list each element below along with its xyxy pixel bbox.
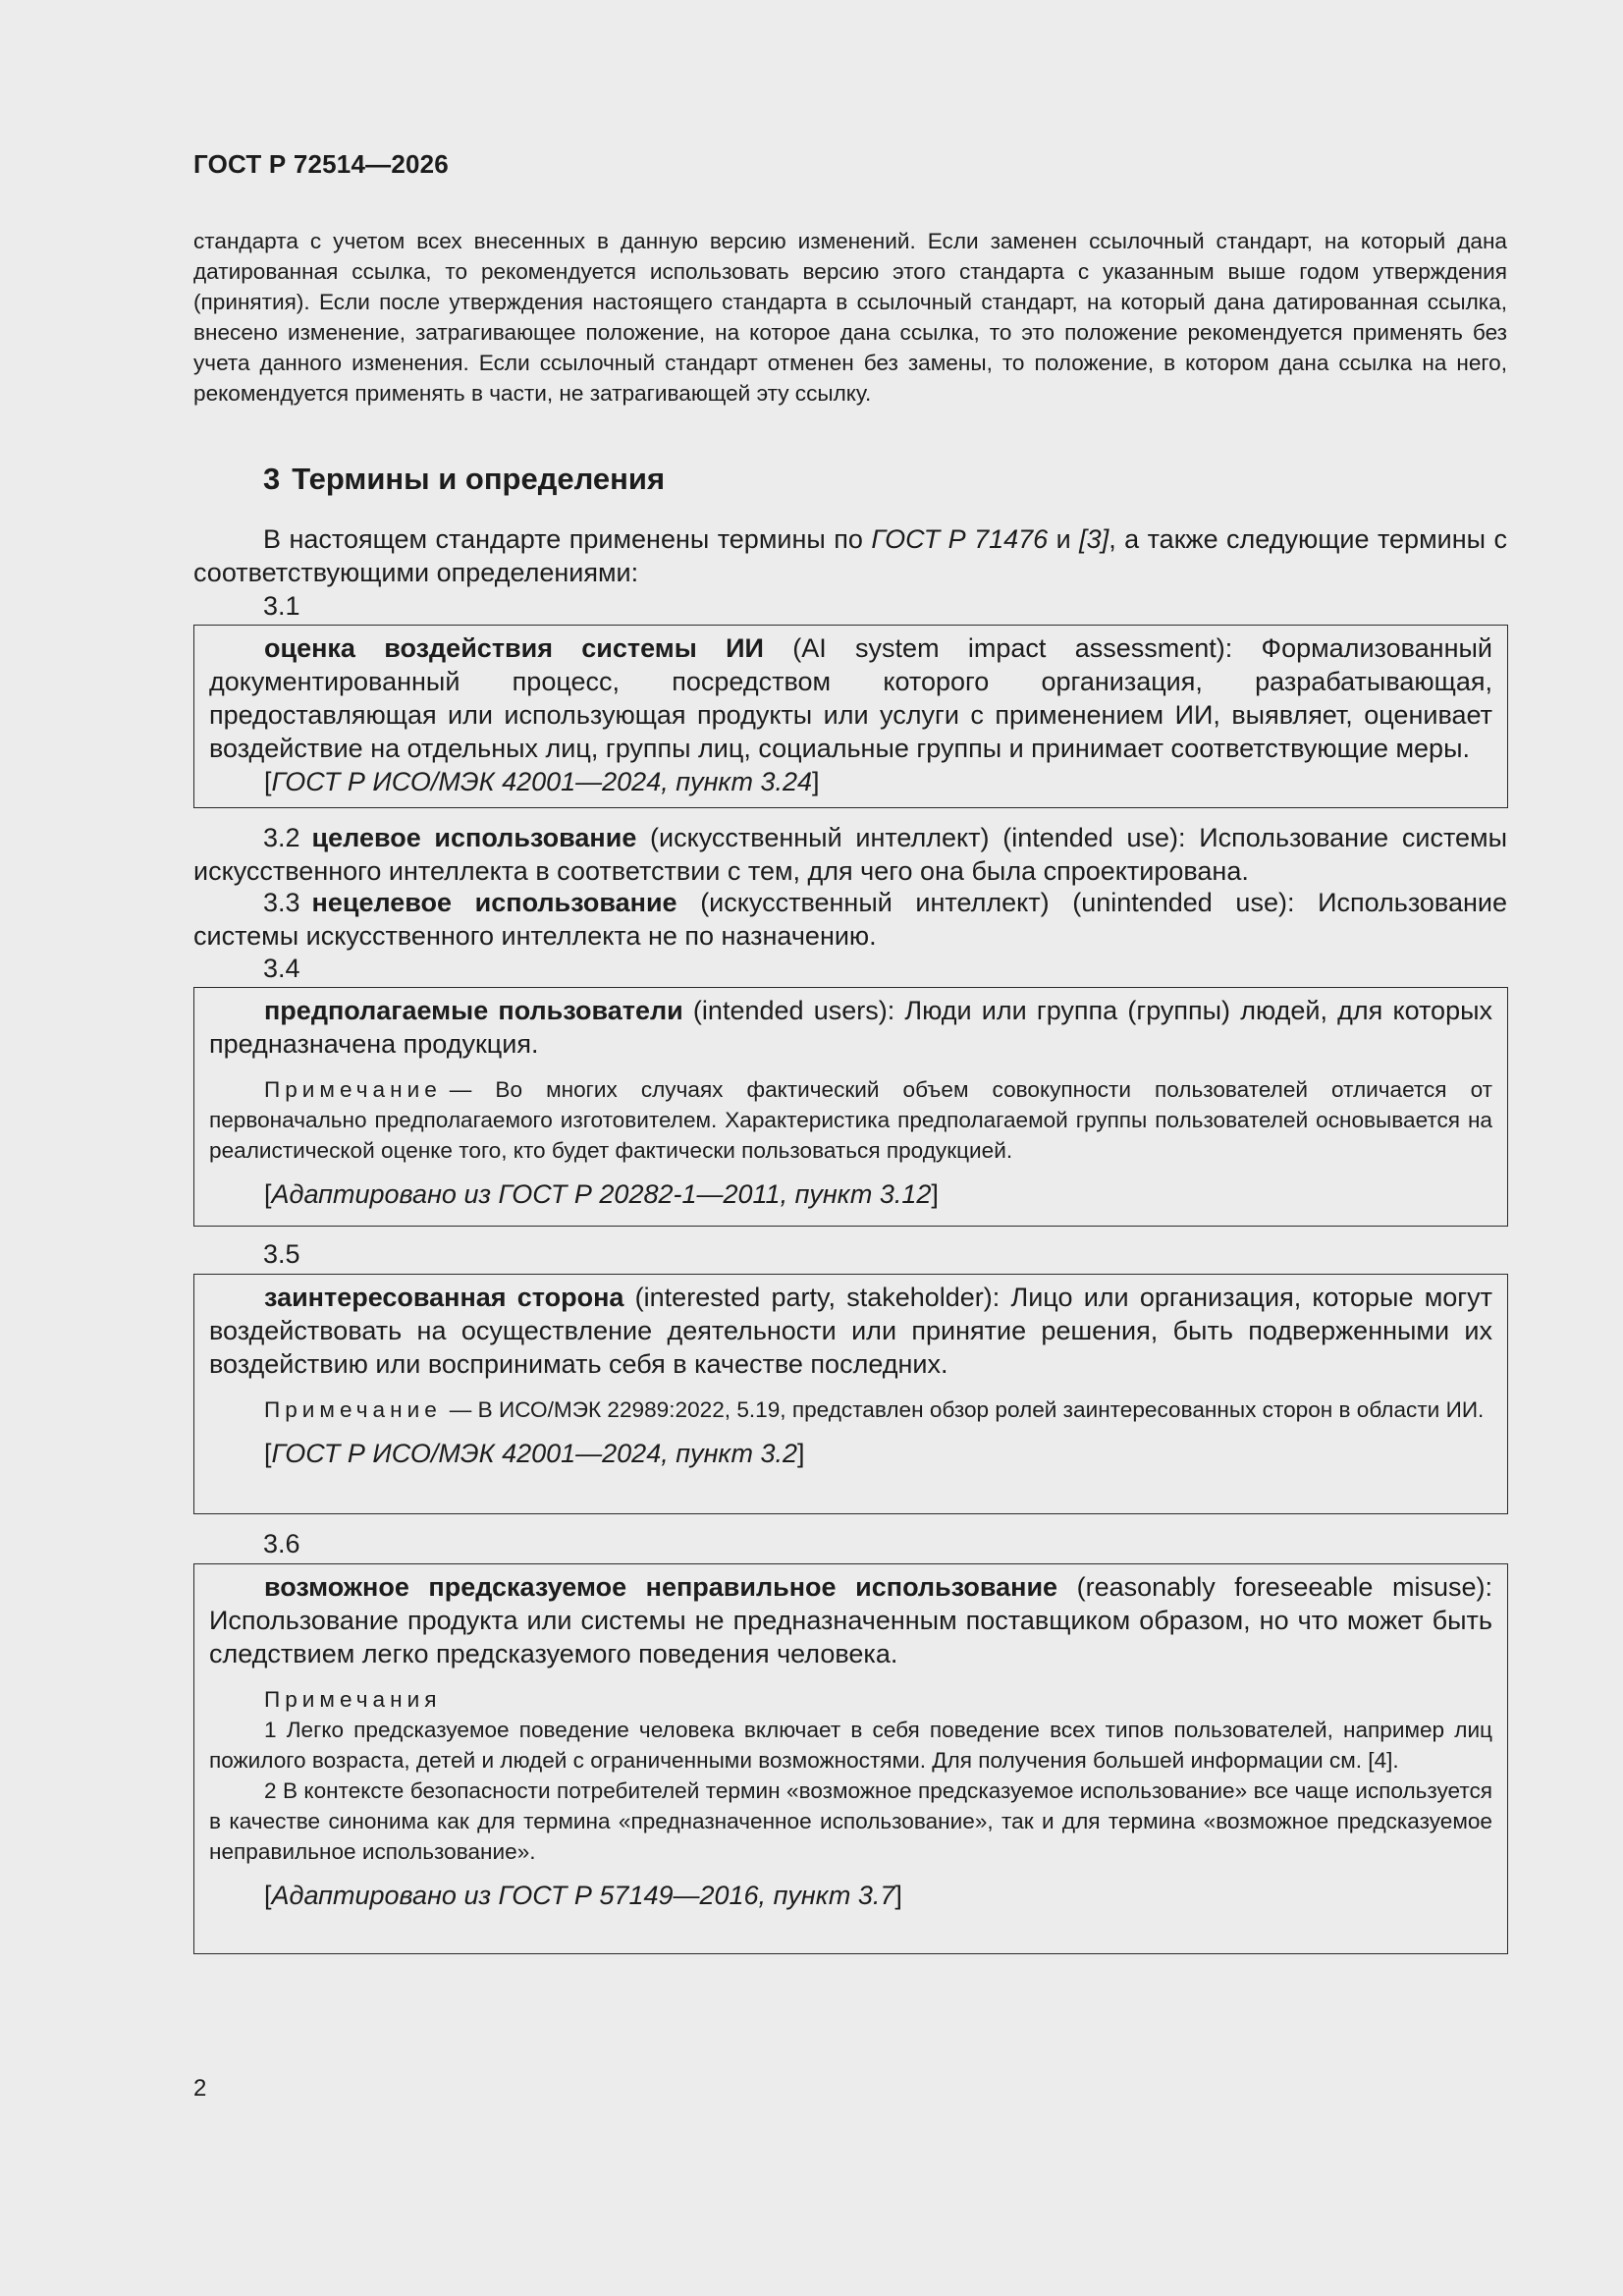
lead-text: и (1048, 524, 1080, 554)
definition-text: (intended users): Люди или группа (группы) людей, для которых предназначена продукция. (209, 996, 1492, 1059)
note-text: — Во многих случаях фактический объем совокупности пользователей отличается от первоначально предполагаемого изготовителем. Характеристика предполагаемой группы пользователей основывается на реалистической оценке того, кто будет фактически пользоваться продукцией. (209, 1077, 1492, 1163)
standard-code-header: ГОСТ Р 72514—2026 (193, 149, 449, 179)
definition-text: (AI system impact assessment): Формализованный документированный процесс, посредством которого организация, разрабатывающая, предоставляющая или использующая продукты или услуги с применением ИИ, выявляет, оценивает воздействие на отдельных лиц, группы лиц, социальные группы и принимает соответствующие меры. (209, 633, 1492, 763)
term-definition (209, 1570, 1492, 1670)
term-box-3-4 (193, 987, 1508, 1227)
term-name: нецелевое использование (311, 888, 677, 917)
note-label: Примечание (264, 1077, 442, 1102)
term-note (209, 1074, 1492, 1166)
lead-text: , а также следующие термины с соответствующими определениями: (193, 524, 1507, 587)
term-definition (209, 1281, 1492, 1381)
source-reference: ГОСТ Р ИСО/МЭК 42001—2024, пункт 3.2 (271, 1439, 798, 1468)
bracket: ] (894, 1881, 902, 1910)
term-name: целевое использование (311, 823, 637, 852)
term-paragraph-3-3 (193, 886, 1507, 953)
lead-reference-link[interactable]: ГОСТ Р 71476 (871, 524, 1049, 554)
term-number: 3.2 (263, 823, 300, 852)
term-source (209, 1437, 1492, 1470)
term-source (209, 1879, 1492, 1912)
section-title-text: Термины и определения (292, 462, 666, 496)
term-definition (209, 631, 1492, 765)
term-note (209, 1394, 1492, 1425)
term-note-2: 2 В контексте безопасности потребителей термин «возможное предсказуемое использование» все чаще используется в качестве синонима как для термина «предназначенное использование», так и для термина «возможное предсказуемое неправильное использование». (209, 1778, 1492, 1864)
term-name: оценка воздействия системы ИИ (264, 633, 764, 663)
term-name: предполагаемые пользователи (264, 996, 683, 1025)
bracket: ] (812, 767, 820, 796)
term-name: возможное предсказуемое неправильное использование (264, 1572, 1058, 1602)
bracket: [ (264, 1439, 272, 1468)
term-number: 3.3 (263, 888, 300, 917)
lead-text: В настоящем стандарте применены термины по (263, 524, 872, 554)
note-label: Примечание (264, 1397, 442, 1422)
term-number: 3.4 (263, 954, 300, 983)
term-box-3-5 (193, 1274, 1508, 1514)
bracket: [ (264, 1881, 272, 1910)
term-number: 3.5 (263, 1239, 300, 1269)
term-box-3-1 (193, 625, 1508, 808)
term-source (209, 1177, 1492, 1211)
term-definition (209, 994, 1492, 1061)
term-number: 3.1 (263, 591, 300, 621)
bracket: ] (931, 1179, 939, 1209)
definition-text: (interested party, stakeholder): Лицо или организация, которые могут воздействовать на осуществление деятельности или принятие решения, быть подверженными их воздействию или воспринимать себя в качестве последних. (209, 1283, 1492, 1379)
term-name: заинтересованная сторона (264, 1283, 624, 1312)
section-title (263, 462, 665, 497)
term-paragraph-3-2 (193, 821, 1507, 888)
bracket: [ (264, 1179, 272, 1209)
definition-text: (искусственный интеллект) (intended use): Использование системы искусственного интеллекта в соответствии с тем, для чего она была спроектирована. (193, 823, 1507, 886)
notes-label: Примечания (264, 1687, 442, 1712)
term-box-3-6 (193, 1563, 1508, 1954)
intro-paragraph: стандарта с учетом всех внесенных в данную версию изменений. Если заменен ссылочный стандарт, на который дана датированная ссылка, то рекомендуется использовать версию этого стандарта с указанным выше годом утверждения (принятия). Если после утверждения настоящего стандарта в ссылочный стандарт, на который дана датированная ссылка, внесено изменение, затрагивающее положение, на которое дана ссылка, то это положение рекомендуется применять без учета данного изменения. Если ссылочный стандарт отменен без замены, то положение, в котором дана ссылка на него, рекомендуется применять в части, не затрагивающей эту ссылку. (193, 229, 1507, 406)
source-reference: Адаптировано из ГОСТ Р 20282-1—2011, пункт 3.12 (271, 1179, 932, 1209)
section-lead-paragraph (193, 522, 1507, 589)
page-number: 2 (193, 2075, 207, 2102)
term-number: 3.6 (263, 1529, 300, 1558)
definition-text: (reasonably foreseeable misuse): Использование продукта или системы не предназначенным поставщиком образом, но что может быть следствием легко предсказуемого поведения человека. (209, 1572, 1492, 1668)
note-text: — В ИСО/МЭК 22989:2022, 5.19, представлен обзор ролей заинтересованных сторон в области ИИ. (449, 1397, 1485, 1422)
lead-bibliography-link[interactable]: [3] (1079, 524, 1109, 554)
section-number: 3 (263, 462, 281, 496)
bracket: [ (264, 767, 272, 796)
definition-text: (искусственный интеллект) (unintended use): Использование системы искусственного интеллекта не по назначению. (193, 888, 1507, 951)
source-reference: Адаптировано из ГОСТ Р 57149—2016, пункт 3.7 (271, 1881, 895, 1910)
source-reference: ГОСТ Р ИСО/МЭК 42001—2024, пункт 3.24 (271, 767, 813, 796)
term-source (209, 765, 1492, 798)
bracket: ] (797, 1439, 805, 1468)
term-note-1: 1 Легко предсказуемое поведение человека включает в себя поведение всех типов пользователей, например лиц пожилого возраста, детей и людей с ограниченными возможностями. Для получения большей информации см. [4]. (209, 1718, 1492, 1773)
